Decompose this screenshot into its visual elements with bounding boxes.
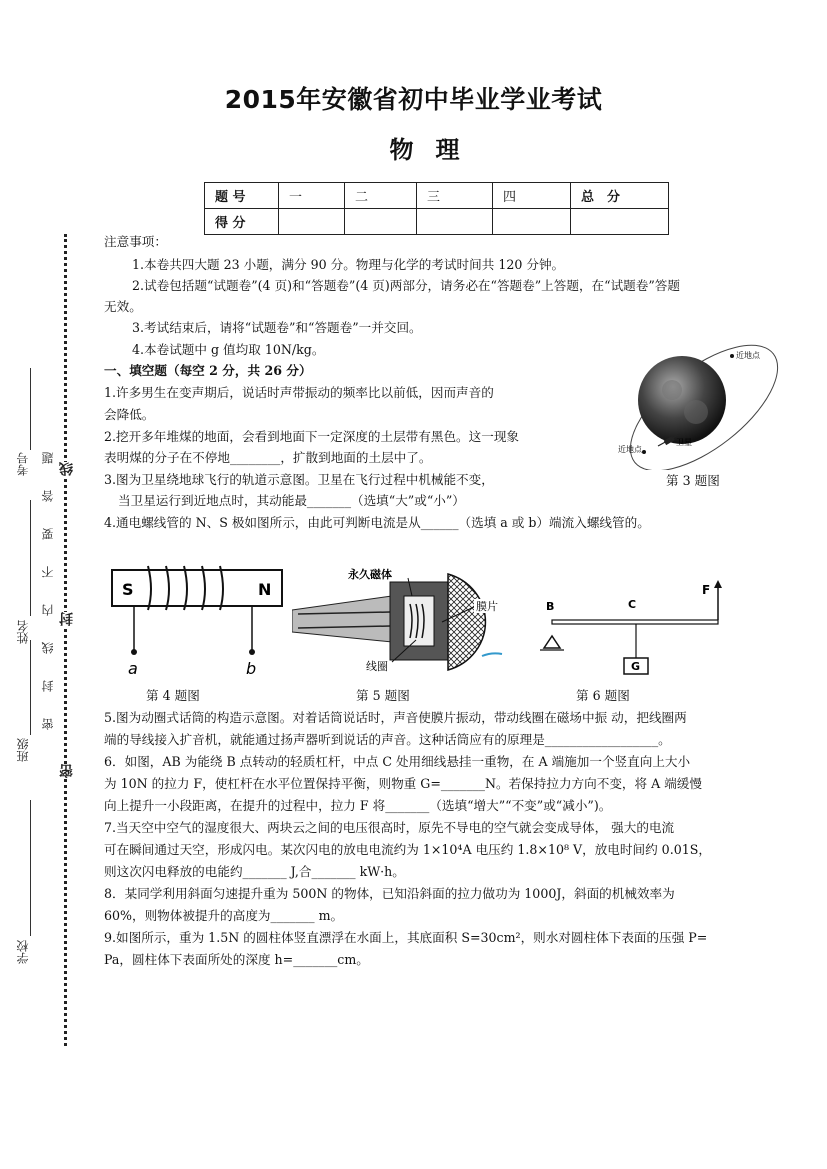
field-line (30, 640, 31, 735)
field-line (30, 800, 31, 936)
mic-handle (292, 596, 392, 642)
terminal-a (131, 649, 137, 655)
fig6-label: F (702, 583, 711, 597)
note-item: 1.本卷共四大题 23 小题，满分 90 分。物理与化学的考试时间共 120 分钟。 (132, 257, 565, 272)
pivot-triangle (544, 636, 560, 648)
earth-landmass (662, 380, 682, 400)
section-heading: 一、填空题（每空 2 分，共 26 分） (104, 363, 312, 378)
fig6-label: B (546, 600, 555, 613)
score-cell: 三 (417, 183, 493, 209)
perigee-point (730, 354, 734, 358)
warning-char: 内 (41, 604, 55, 616)
score-table-header-row (205, 183, 669, 209)
fig4-caption: 第 4 题图 (146, 688, 200, 703)
figure-6-lever (538, 578, 728, 680)
fig6-label: G (631, 660, 641, 673)
terminal-b (249, 649, 255, 655)
figure-4-solenoid (108, 560, 288, 680)
force-arrow-head (714, 580, 722, 588)
pole-n-label: N (258, 580, 272, 599)
fig3-label: 近地点 (736, 351, 760, 360)
note-item: 3.考试结束后，请将“试题卷”和“答题卷”一并交回。 (132, 320, 422, 335)
score-cell: 题 号 (205, 183, 279, 209)
score-cell: 总 分 (571, 183, 669, 209)
seal-mark: 封 (59, 612, 75, 626)
warning-char: 线 (41, 642, 55, 654)
field-line (30, 368, 31, 450)
seal-mark: 线 (59, 462, 75, 476)
lever-bar (552, 620, 718, 624)
question-line: 5.图为动圈式话筒的构造示意图。对着话筒说话时，声音使膜片振动，带动线圈在磁场中振 动，把线圈两 (104, 710, 687, 725)
figure-3-satellite (604, 342, 804, 470)
score-cell: 得 分 (205, 209, 279, 235)
score-input-cell (417, 209, 493, 235)
seal-mark: 密 (59, 764, 75, 778)
earth-landmass (684, 400, 708, 424)
fig6-caption: 第 6 题图 (576, 688, 630, 703)
question-line: 2.挖开多年堆煤的地面，会看到地面下一定深度的土层带有黑色。这一现象 (104, 429, 520, 444)
exam-title: 2015年安徽省初中毕业学业考试 (224, 85, 603, 114)
question-line: 当卫星运行到近地点时，其动能最_______（选填“大”或“小”） (118, 493, 465, 508)
field-exam-number: 考号 (16, 452, 30, 476)
fig3-label: 卫星 (676, 438, 692, 447)
warning-char: 题 (41, 452, 55, 464)
earth-globe (638, 356, 726, 444)
binding-dotted-line (64, 234, 67, 1046)
field-class: 班级 (16, 738, 30, 762)
apogee-point (642, 450, 646, 454)
question-line: 7.当天空中空气的湿度很大、两块云之间的电压很高时，原先不导电的空气就会变成导体， 强大的电流 (104, 820, 675, 835)
mic-highlight (482, 653, 502, 656)
score-input-cell (279, 209, 345, 235)
question-line: 8．某同学利用斜面匀速提升重为 500N 的物体，已知沿斜面的拉力做功为 1000J，斜面的机械效率为 (104, 886, 675, 901)
fig3-caption: 第 3 题图 (666, 473, 720, 488)
warning-char: 不 (41, 566, 55, 578)
question-line: Pa，圆柱体下表面所处的深度 h=_______cm。 (104, 952, 369, 967)
note-item: 4.本卷试题中 g 值均取 10N/kg。 (132, 342, 325, 357)
score-table-score-row (205, 209, 669, 235)
solenoid-core (112, 570, 282, 606)
score-cell: 四 (493, 183, 571, 209)
terminal-a-label: a (128, 659, 138, 678)
question-line: 表明煤的分子在不停地________，扩散到地面的土层中了。 (104, 450, 432, 465)
score-cell: 一 (279, 183, 345, 209)
field-school: 学校 (16, 940, 30, 964)
fig5-caption: 第 5 题图 (356, 688, 410, 703)
score-input-cell (345, 209, 417, 235)
question-line: 4.通电螺线管的 N、S 极如图所示，由此可判断电流是从______（选填 a 或 b）端流入螺线管的。 (104, 515, 650, 530)
question-line: 6．如图，AB 为能绕 B 点转动的轻质杠杆，中点 C 处用细线悬挂一重物，在 A 端施加一个竖直向上大小 (104, 754, 691, 769)
notes-heading: 注意事项： (104, 234, 167, 249)
pole-s-label: S (122, 580, 134, 599)
diaphragm-mesh (448, 574, 485, 670)
warning-char: 答 (41, 490, 55, 502)
question-line: 则这次闪电释放的电能约_______ J,合_______ kW·h。 (104, 864, 405, 879)
question-line: 会降低。 (104, 407, 155, 422)
question-line: 为 10N 的拉力 F，使杠杆在水平位置保持平衡，则物重 G=_______N。若保持拉力方向不变，将 A 端缓慢 (104, 776, 702, 791)
score-input-cell (493, 209, 571, 235)
field-name: 姓名 (16, 620, 30, 644)
warning-char: 密 (41, 718, 55, 730)
fig6-label: C (628, 598, 637, 611)
question-line: 9.如图所示，重为 1.5N 的圆柱体竖直漂浮在水面上，其底面积 S=30cm²，则水对圆柱体下表面的压强 P= (104, 930, 708, 945)
fig3-label: 近地点 (618, 445, 642, 454)
score-input-cell (571, 209, 669, 235)
note-item: 2.试卷包括题“试题卷”(4 页)和“答题卷”(4 页)两部分，请务必在“答题卷”上答题，在“试题卷”答题 (132, 278, 680, 293)
score-cell: 二 (345, 183, 417, 209)
fig5-label: 永久磁体 (348, 568, 392, 581)
question-line: 可在瞬间通过天空，形成闪电。某次闪电的放电电流约为 1×10⁴A 电压约 1.8×10⁸ V，放电时间约 0.01S， (104, 842, 711, 857)
field-line (30, 500, 31, 616)
fig5-label: 膜片 (476, 600, 498, 613)
score-table (204, 182, 669, 235)
warning-char: 封 (41, 680, 55, 692)
solenoid-coils (148, 566, 223, 610)
warning-char: 要 (41, 528, 55, 540)
subject-title: 物理 (389, 136, 482, 164)
permanent-magnet (404, 596, 434, 646)
question-line: 60%，则物体被提升的高度为_______ m。 (104, 908, 344, 923)
question-line: 1.许多男生在变声期后，说话时声带振动的频率比以前低，因而声音的 (104, 385, 494, 400)
question-line: 端的导线接入扩音机，就能通过扬声器听到说话的声音。这种话筒应有的原理是__________________。 (104, 732, 671, 747)
note-item: 无效。 (104, 299, 142, 314)
question-line: 向上提升一小段距离，在提升的过程中，拉力 F 将_______（选填“增大”“不变”或“减小”)。 (104, 798, 612, 813)
fig5-label: 线圈 (366, 660, 388, 673)
figure-5-microphone (292, 566, 532, 678)
question-line: 3.图为卫星绕地球飞行的轨道示意图。卫星在飞行过程中机械能不变， (104, 472, 494, 487)
terminal-b-label: b (246, 659, 257, 678)
